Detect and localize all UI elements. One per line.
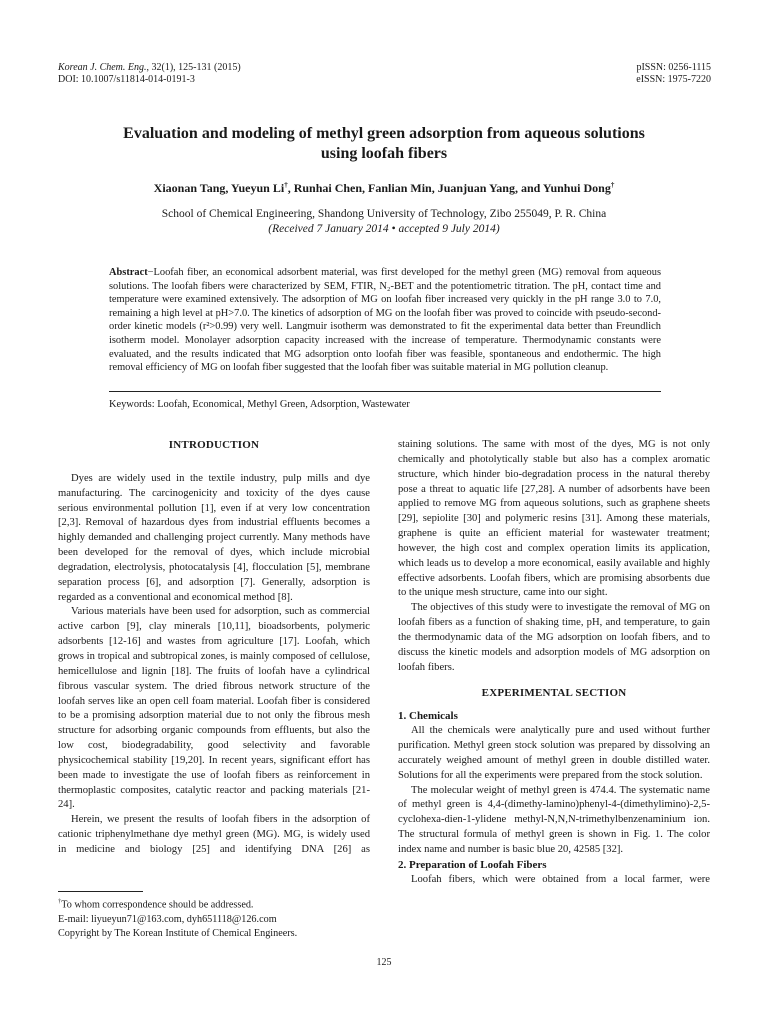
issn-block	[636, 62, 711, 86]
right-column	[398, 438, 710, 887]
spacer	[398, 676, 710, 686]
chemicals-heading: 1. Chemicals	[398, 710, 458, 723]
affiliation-block	[58, 207, 710, 237]
preparation-paragraph: Loofah fibers, which were obtained from a local farmer, were	[411, 873, 710, 885]
correspondence-note: To whom correspondence should be addressed.	[61, 899, 254, 911]
received-dates: (Received 7 January 2014 • accepted 9 July 2014)	[268, 223, 500, 235]
title-line-2: using loofah fibers	[320, 145, 448, 162]
abstract-divider	[109, 391, 661, 392]
page-number: 125	[376, 957, 392, 968]
paper-title	[58, 124, 710, 164]
title-line-1: Evaluation and modeling of methyl green adsorption from aqueous solutions	[123, 125, 645, 142]
footnote-mark: †	[58, 898, 62, 905]
eissn: eISSN: 1975-7220	[636, 74, 711, 85]
authors-first: Xiaonan Tang, Yueyun Li	[153, 181, 285, 195]
abstract-label: Abstract	[109, 267, 148, 278]
intro-paragraph-1: Dyes are widely used in the textile industry, pulp mills and dye manufacturing. The carcinogenicity and toxicity of the dyes cause serious environmental pollution [1], even if at very low concentration [2,3]. Removal of hazardous dyes from industrial effluents becomes a highly demanded and challenging project currently. Many methods have been developed for the removal of dyes, which include microbial degradation, electrolysis, photocatalysis [4], flocculation [5], membrane separation process [6], and adsorption [7]. Generally, adsorption is regarded as a conventional and economical method [8].	[58, 472, 370, 603]
pissn: pISSN: 0256-1115	[636, 62, 711, 73]
footnotes	[58, 895, 370, 942]
journal-citation	[58, 62, 241, 86]
preparation-heading: 2. Preparation of Loofah Fibers	[398, 858, 547, 871]
spacer	[58, 462, 370, 472]
intro-continuation: staining solutions. The same with most of the dyes, MG is not only chemically and photolytically stable but also has a complex aromatic structure, which hinder bio-degradation process in the natural thereby pose a threat to aquatic life [27,28]. A number of adsorbents have been applied to remove MG from aqueous solutions, such as graphene sheets [29], sepiolite [30] and polymeric resins [31]. Among these materials, graphene is quite an efficient material for wastewater treatment; however, the high cost and complex operation limits its application, which leads us to develop a more economical, easily available and highly effective adsorbents. Loofah fibers, which are promising absorbents due to the unique mesh structure, came into our sight.	[398, 439, 710, 599]
footnote-divider	[58, 891, 143, 892]
corresponding-mark: †	[284, 181, 288, 189]
corresponding-mark-2: †	[610, 181, 615, 189]
abstract	[109, 266, 661, 375]
contact-email: E-mail: liyueyun71@163.com, dyh651118@126.com	[58, 913, 277, 925]
volume-pages: , 32(1), 125-131 (2015)	[146, 62, 241, 73]
left-column	[58, 438, 370, 858]
author-list	[58, 178, 710, 196]
introduction-heading: INTRODUCTION	[168, 439, 260, 451]
doi: DOI: 10.1007/s11814-014-0191-3	[58, 74, 195, 85]
authors-rest: , Runhai Chen, Fanlian Min, Juanjuan Yang, and Yunhui Dong	[287, 181, 611, 195]
intro-paragraph-3: Herein, we present the results of loofah fibers in the adsorption of cationic triphenylmethane dye methyl green (MG). MG, is widely used in medicine and biology [25] and identifying DNA [26] as	[58, 814, 370, 855]
experimental-heading: EXPERIMENTAL SECTION	[481, 686, 627, 699]
chemicals-paragraph-2: The molecular weight of methyl green is 474.4. The systematic name of methyl green is 4,4-(dimethy-lamino)phenyl-4-(dimethylimino)-2,5-cyclohexa-dien-1-ylidene methyl-N,N,N-trimethylbenzenaminium ion. The structural formula of methyl green is shown in Fig. 1. The color index name and number is basic blue 20, 42585 [32].	[398, 784, 710, 855]
affiliation: School of Chemical Engineering, Shandong University of Technology, Zibo 255049, P. R. China	[161, 208, 607, 220]
keywords: Keywords: Loofah, Economical, Methyl Green, Adsorption, Wastewater	[109, 399, 410, 410]
chemicals-paragraph-1: All the chemicals were analytically pure and used without further purification. Methyl green stock solution was prepared by dissolving an accurately weighed amount of methyl green in double distilled water. Solutions for all the experiments were prepared from the stock solution.	[398, 725, 710, 781]
objectives-paragraph: The objectives of this study were to investigate the removal of MG on loofah fibers as a function of shaking time, pH, and temperature, to gain the thermodynamic data of the MG adsorption on loofah fibers, and to discuss the kinetic models and adsorption models of MG adsorption on loofah fibers.	[398, 602, 710, 673]
abstract-text: −Loofah fiber, an economical adsorbent material, was first developed for the methyl green (MG) removal from aqueous solutions. The loofah fibers were characterized by SEM, FTIR, N₂-BET and the potentiometric titration. The pH, contact time and temperature were examined extensively. The adsorption of MG on loofah fiber increased very quickly in the pH range 3.0 to 7.0, remaining a high level at pH>7.0. The kinetics of adsorption of MG on the loofah fiber was proved to coincide with pseudo-second-order kinetic models (r²>0.99) very well. Langmuir isotherm was demonstrated to fit the experimental data better than Freundlich isotherm model. Monolayer adsorption capacity increased with the increase of temperature. Thermodynamic constants were evaluated, and the results indicated that MG adsorption onto loofah fiber was feasible, spontaneous and endothermic. The high removal efficiency of MG on loofah fiber suggested that the loofah fiber was suitable material in MG pollution cleanup.	[109, 267, 661, 374]
journal-name: Korean J. Chem. Eng.	[58, 62, 147, 73]
intro-paragraph-2: Various materials have been used for adsorption, such as commercial active carbon [9], clay minerals [10,11], bioadsorbents, polymeric adsorbents [12-16] and wastes from agriculture [17]. Loofah, which grows in tropical and subtropical zones, is mainly composed of cellulose, hemicellulose and lignin [18]. The fruits of loofah have a cylindrical fibrous vascular system. The dried fibrous network structure of the loofah serves like an open cell foam material. Loofah fiber is considered to be a promising adsorption material due to not only the fibrous mesh structure for adsorbing organic compounds from effluents, but also the low cost, biodegradability, good selectivity and favorable physicochemical stability [19,20]. In recent years, significant effort has been made to investigate the use of loofah fibers as reinforcement in thermoplastic composites, catalytic reactor and packing materials [21-24].	[58, 606, 370, 811]
copyright-note: Copyright by The Korean Institute of Chemical Engineers.	[58, 928, 298, 940]
